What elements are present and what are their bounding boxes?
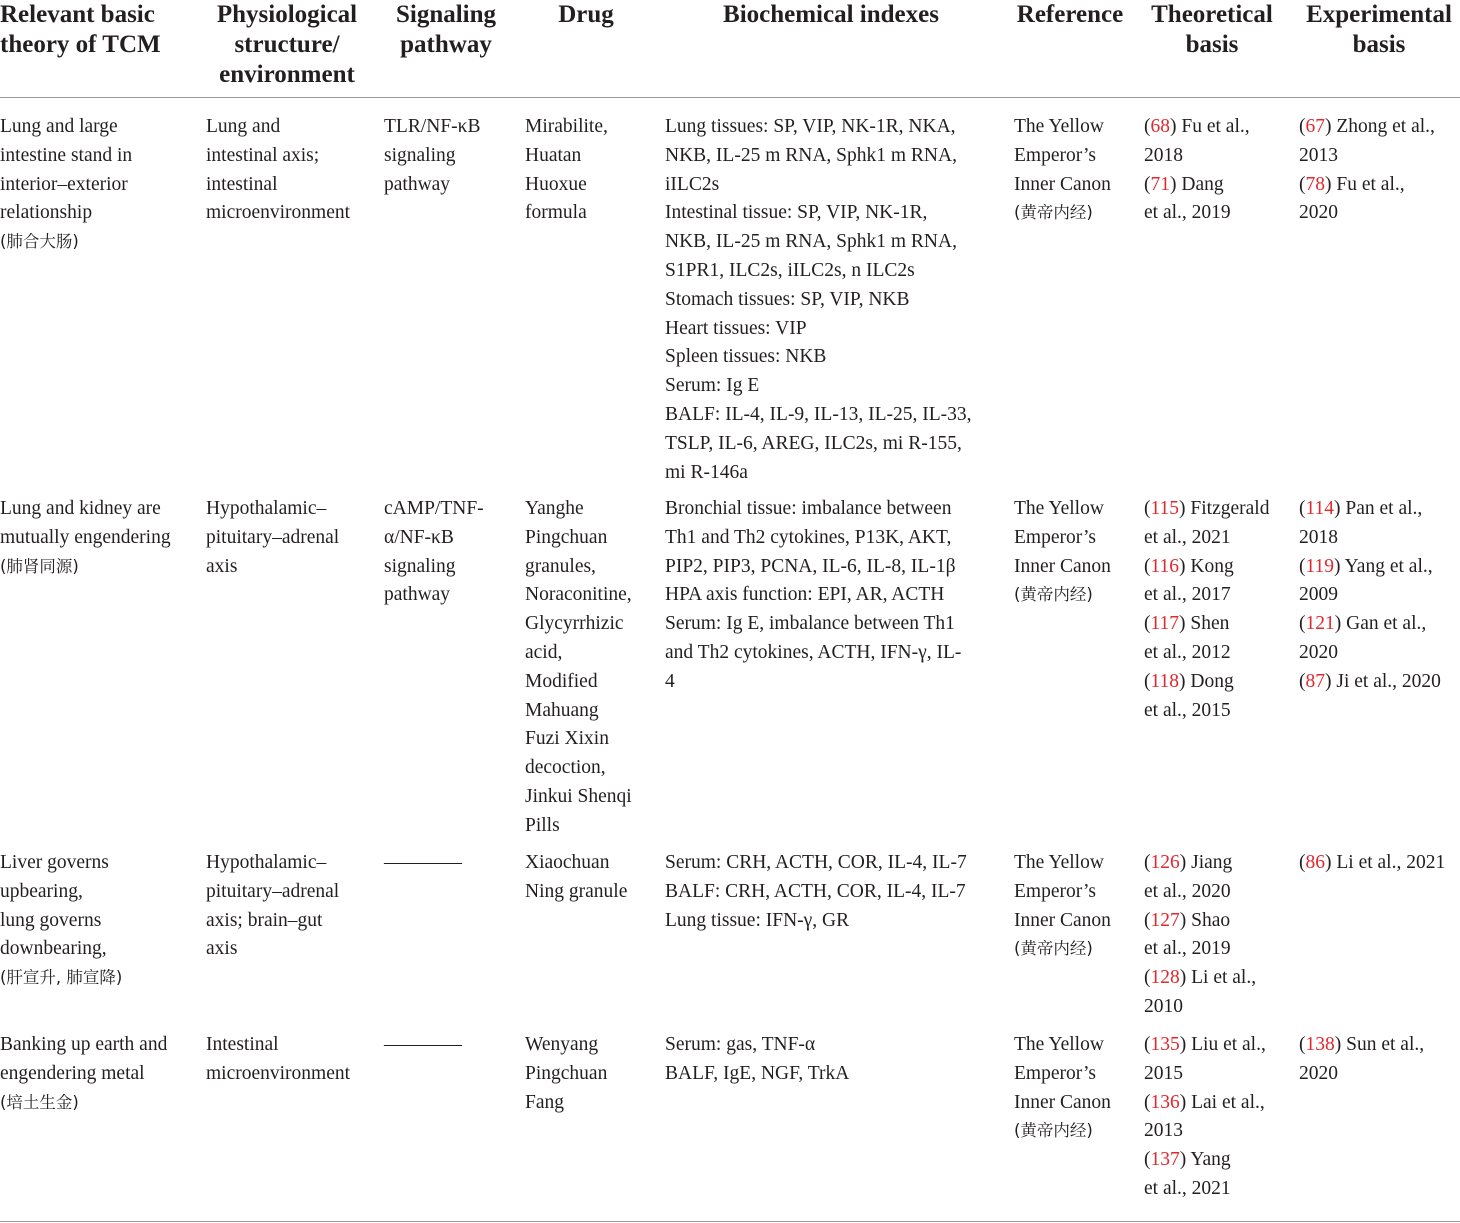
cell-line: pathway <box>384 584 451 606</box>
cell-experimental <box>1299 495 1441 697</box>
citation-number[interactable]: 87 <box>1305 670 1325 692</box>
cell-line: Th1 and Th2 cytokines, P13K, AKT, <box>665 526 952 548</box>
cell-line: BALF: IL-4, IL-9, IL-13, IL-25, IL-33, <box>665 403 972 425</box>
header-line: Experimental <box>1306 1 1452 28</box>
cell-drug <box>525 1031 607 1117</box>
cell-line: intestinal axis; <box>206 144 320 166</box>
cell-line: Pingchuan <box>525 526 608 548</box>
cell-indexes <box>665 849 967 935</box>
citation-line: (136) Lai et al., <box>1144 1091 1265 1113</box>
cell-experimental <box>1299 1031 1424 1089</box>
header-line: Reference <box>1016 1 1124 28</box>
citation-link[interactable] <box>1144 1089 1266 1147</box>
citation-number[interactable]: 78 <box>1305 173 1325 195</box>
cell-line: The Yellow <box>1014 116 1104 137</box>
citation-text: ) Sun et al., <box>1334 1034 1425 1055</box>
citation-text: ) Lai et al., <box>1179 1091 1265 1113</box>
citation-line: et al., 2019 <box>1144 202 1231 224</box>
citation-link[interactable] <box>1144 849 1256 907</box>
cell-line: PIP2, PIP3, PCNA, IL-6, IL-8, IL-1β <box>665 555 956 577</box>
cell-line: Yanghe <box>525 498 584 519</box>
citation-text: ) Yang <box>1179 1149 1231 1171</box>
citation-line: (121) Gan et al., <box>1299 613 1427 635</box>
citation-link[interactable] <box>1299 1031 1424 1089</box>
cell-line: TLR/NF-κB <box>384 116 481 137</box>
citation-line: et al., 2021 <box>1144 526 1231 548</box>
cell-line: Inner Canon <box>1014 173 1111 195</box>
cell-line: Intestinal <box>206 1034 279 1055</box>
cell-line: formula <box>525 202 587 224</box>
header-theoretical <box>1137 0 1287 60</box>
cell-line: Hypothalamic– <box>206 852 327 873</box>
cell-line: signaling <box>384 555 456 577</box>
cell-line: Glycyrrhizic <box>525 613 624 635</box>
citation-line: (115) Fitzgerald <box>1144 498 1270 519</box>
citation-number[interactable]: 67 <box>1305 116 1325 137</box>
cell-line: Huatan <box>525 144 582 166</box>
citation-number[interactable]: 137 <box>1150 1149 1180 1171</box>
cell-line: Inner Canon <box>1014 555 1111 577</box>
cell-pathway <box>384 495 484 610</box>
citation-number[interactable]: 127 <box>1150 909 1180 931</box>
cell-line: pathway <box>384 173 451 195</box>
header-line: Signaling <box>395 1 497 28</box>
chinese-term: (培土生金) <box>0 1092 79 1112</box>
citation-text: ) Shen <box>1179 613 1230 635</box>
header-line: basis <box>1185 31 1239 58</box>
header-rule <box>0 97 1460 98</box>
citation-line: 2015 <box>1144 1062 1183 1084</box>
citation-line: (87) Ji et al., 2020 <box>1299 670 1441 692</box>
cell-line: Inner Canon <box>1014 909 1111 931</box>
citation-link[interactable] <box>1144 610 1269 668</box>
citation-number[interactable]: 136 <box>1150 1091 1180 1113</box>
cell-line: BALF: CRH, ACTH, COR, IL-4, IL-7 <box>665 880 966 902</box>
citation-link[interactable] <box>1299 610 1441 668</box>
cell-indexes <box>665 1031 849 1089</box>
cell-line: Pingchuan <box>525 1062 608 1084</box>
cell-line: Liver governs <box>0 852 109 873</box>
cell-line: S1PR1, ILC2s, iILC2s, n ILC2s <box>665 259 915 281</box>
cell-line: Serum: CRH, ACTH, COR, IL-4, IL-7 <box>665 852 967 873</box>
citation-text: ) Kong <box>1179 555 1234 577</box>
citation-link[interactable] <box>1299 553 1441 611</box>
citation-line: 2009 <box>1299 584 1338 606</box>
citation-link[interactable] <box>1299 849 1445 878</box>
cell-line: microenvironment <box>206 202 351 224</box>
cell-line: Inner Canon <box>1014 1091 1111 1113</box>
cell-line: iILC2s <box>665 173 720 195</box>
citation-line: (86) Li et al., 2021 <box>1299 852 1446 873</box>
citation-text: ) Dong <box>1179 670 1234 692</box>
cell-line: axis <box>206 555 238 577</box>
citation-text: ) Shao <box>1179 909 1231 931</box>
header-line: Drug <box>558 1 614 28</box>
cell-line: Bronchial tissue: imbalance between <box>665 498 952 519</box>
citation-text: ) Liu et al., <box>1179 1034 1266 1055</box>
citation-link[interactable] <box>1144 113 1250 171</box>
cell-line: axis; brain–gut <box>206 909 323 931</box>
cell-reference <box>1014 849 1111 964</box>
citation-text: ) Pan et al., <box>1334 498 1423 519</box>
cell-theory <box>0 495 171 581</box>
citation-text: ) Ji et al., 2020 <box>1325 670 1441 692</box>
cell-structure <box>206 1031 350 1089</box>
cell-line: TSLP, IL-6, AREG, ILC2s, mi R-155, <box>665 432 962 454</box>
cell-line: Lung tissue: IFN-γ, GR <box>665 909 850 931</box>
cell-pathway <box>384 113 481 199</box>
citation-number[interactable]: 71 <box>1150 173 1170 195</box>
citation-line: et al., 2019 <box>1144 938 1231 960</box>
citation-line: 2020 <box>1299 641 1338 663</box>
cell-line: α/NF-κB <box>384 526 454 548</box>
citation-text: ) Li et al., 2021 <box>1325 852 1446 873</box>
cell-line: Hypothalamic– <box>206 498 327 519</box>
header-structure <box>202 0 372 90</box>
cell-line: ———— <box>384 1034 462 1055</box>
header-line: Relevant basic <box>0 1 155 28</box>
citation-text: ) Fitzgerald <box>1179 498 1270 519</box>
citation-text: ) Dang <box>1170 173 1224 195</box>
citation-line: 2018 <box>1299 526 1338 548</box>
citation-line: (67) Zhong et al., <box>1299 116 1435 137</box>
cell-pathway <box>384 849 462 878</box>
cell-line: Serum: gas, TNF-α <box>665 1034 816 1055</box>
citation-link[interactable] <box>1144 668 1269 726</box>
header-reference <box>1010 0 1130 30</box>
citation-line: et al., 2012 <box>1144 641 1231 663</box>
cell-line: Lung tissues: SP, VIP, NK-1R, NKA, <box>665 116 956 137</box>
cell-line: cAMP/TNF- <box>384 498 484 519</box>
cell-reference <box>1014 1031 1111 1146</box>
cell-line: Mahuang <box>525 699 599 721</box>
cell-line: Lung and large <box>0 116 118 137</box>
cell-structure <box>206 495 339 581</box>
cell-theory <box>0 113 132 257</box>
cell-structure <box>206 849 339 964</box>
cell-drug <box>525 113 608 228</box>
cell-line: Emperor’s <box>1014 144 1096 166</box>
citation-line: et al., 2017 <box>1144 584 1231 606</box>
header-experimental <box>1297 0 1460 60</box>
citation-number[interactable]: 118 <box>1150 670 1180 692</box>
cell-theoretical <box>1144 849 1256 1022</box>
citation-line: (128) Li et al., <box>1144 967 1257 989</box>
citation-line: (119) Yang et al., <box>1299 555 1433 577</box>
cell-line: Lung and <box>206 116 281 137</box>
cell-line: Mirabilite, <box>525 116 608 137</box>
cell-line: pituitary–adrenal <box>206 880 340 902</box>
citation-text: ) Yang et al., <box>1334 555 1433 577</box>
citation-line: et al., 2020 <box>1144 880 1231 902</box>
citation-text: ) Jiang <box>1179 852 1233 873</box>
citation-link[interactable] <box>1144 907 1256 965</box>
citation-link[interactable] <box>1144 495 1269 553</box>
header-indexes <box>671 0 991 30</box>
cell-line: The Yellow <box>1014 498 1104 519</box>
cell-theoretical <box>1144 113 1250 228</box>
cell-line: Heart tissues: VIP <box>665 317 807 339</box>
citation-text: ) Fu et al., <box>1170 116 1250 137</box>
cell-line: HPA axis function: EPI, AR, ACTH <box>665 584 945 606</box>
cell-line: Ning granule <box>525 880 628 902</box>
citation-number[interactable]: 68 <box>1150 116 1170 137</box>
cell-line: interior–exterior <box>0 173 128 195</box>
citation-text: ) Fu et al., <box>1325 173 1405 195</box>
citation-link[interactable] <box>1299 171 1435 229</box>
header-pathway <box>381 0 511 60</box>
cell-line: Pills <box>525 814 560 836</box>
chinese-term: (肝宣升, 肺宣降) <box>0 968 123 988</box>
header-line: Biochemical indexes <box>723 1 939 28</box>
cell-line: NKB, IL-25 m RNA, Sphk1 m RNA, <box>665 231 957 253</box>
cell-theory <box>0 849 122 993</box>
citation-number[interactable]: 114 <box>1305 498 1335 519</box>
citation-link[interactable] <box>1144 1146 1266 1204</box>
cell-line: Fang <box>525 1091 564 1113</box>
header-line: Physiological <box>216 1 358 28</box>
citation-number[interactable]: 135 <box>1150 1034 1180 1055</box>
citation-link[interactable] <box>1299 113 1435 171</box>
cell-line: Spleen tissues: NKB <box>665 346 827 368</box>
cell-line: pituitary–adrenal <box>206 526 340 548</box>
header-line: theory of TCM <box>0 31 161 58</box>
cell-line: mi R-146a <box>665 461 748 483</box>
citation-link[interactable] <box>1144 1031 1266 1089</box>
header-line: pathway <box>400 31 492 58</box>
cell-line: granules, <box>525 555 596 577</box>
citation-link[interactable] <box>1144 964 1256 1022</box>
cell-indexes <box>665 495 961 697</box>
citation-number[interactable]: 119 <box>1305 555 1335 577</box>
citation-line: (138) Sun et al., <box>1299 1034 1425 1055</box>
header-theory <box>0 0 161 60</box>
cell-line: The Yellow <box>1014 852 1104 873</box>
citation-text: ) Li et al., <box>1179 967 1257 989</box>
cell-line: 4 <box>665 670 675 692</box>
cell-line: Xiaochuan <box>525 852 610 873</box>
cell-line: Modified <box>525 670 598 692</box>
citation-line: (114) Pan et al., <box>1299 498 1423 519</box>
cell-line: Banking up earth and <box>0 1034 168 1055</box>
citation-line: 2018 <box>1144 144 1183 166</box>
cell-experimental <box>1299 113 1435 228</box>
citation-line: (78) Fu et al., <box>1299 173 1405 195</box>
cell-structure <box>206 113 350 228</box>
cell-pathway <box>384 1031 462 1060</box>
citation-link[interactable] <box>1299 668 1441 697</box>
cell-line: relationship <box>0 202 93 224</box>
cell-theoretical <box>1144 1031 1266 1204</box>
cell-line: Noraconitine, <box>525 584 632 606</box>
citation-number[interactable]: 121 <box>1305 613 1335 635</box>
cell-line: engendering metal <box>0 1062 145 1084</box>
citation-line: (117) Shen <box>1144 613 1230 635</box>
cell-line: decoction, <box>525 757 606 779</box>
cell-line: Serum: Ig E, imbalance between Th1 <box>665 613 955 635</box>
cell-theoretical <box>1144 495 1269 725</box>
cell-line: Wenyang <box>525 1034 599 1055</box>
citation-number[interactable]: 138 <box>1305 1034 1335 1055</box>
cell-line: axis <box>206 938 238 960</box>
citation-link[interactable] <box>1144 171 1250 229</box>
citation-number[interactable]: 126 <box>1150 852 1180 873</box>
cell-line: upbearing, <box>0 880 83 902</box>
cell-line: Fuzi Xixin <box>525 728 609 750</box>
cell-line: intestinal <box>206 173 278 195</box>
cell-line: BALF, IgE, NGF, TrkA <box>665 1062 850 1084</box>
cell-line: NKB, IL-25 m RNA, Sphk1 m RNA, <box>665 144 957 166</box>
header-line: structure/ <box>234 31 340 58</box>
citation-line: 2020 <box>1299 1062 1338 1084</box>
chinese-term: (黄帝内经) <box>1014 939 1093 959</box>
header-line: basis <box>1352 31 1406 58</box>
header-line: environment <box>219 61 355 88</box>
cell-reference <box>1014 495 1111 610</box>
citation-line: (135) Liu et al., <box>1144 1034 1266 1055</box>
citation-line: 2010 <box>1144 995 1183 1017</box>
cell-line: Emperor’s <box>1014 526 1096 548</box>
chinese-term: (肺合大肠) <box>0 232 79 252</box>
citation-number[interactable]: 117 <box>1150 613 1180 635</box>
bottom-rule <box>0 1221 1460 1222</box>
cell-line: acid, <box>525 641 563 663</box>
cell-line: downbearing, <box>0 938 107 960</box>
cell-line: Emperor’s <box>1014 880 1096 902</box>
citation-number[interactable]: 86 <box>1305 852 1325 873</box>
cell-line: Serum: Ig E <box>665 375 760 397</box>
cell-line: Lung and kidney are <box>0 498 161 519</box>
chinese-term: (肺肾同源) <box>0 556 79 576</box>
cell-theory <box>0 1031 167 1117</box>
cell-reference <box>1014 113 1111 228</box>
cell-line: Stomach tissues: SP, VIP, NKB <box>665 288 910 310</box>
cell-line: signaling <box>384 144 456 166</box>
citation-text: ) Gan et al., <box>1334 613 1427 635</box>
citation-text: ) Zhong et al., <box>1325 116 1435 137</box>
citation-line: (118) Dong <box>1144 670 1234 692</box>
cell-line: lung governs <box>0 909 102 931</box>
citation-line: (68) Fu et al., <box>1144 116 1250 137</box>
cell-line: microenvironment <box>206 1062 351 1084</box>
citation-line: (137) Yang <box>1144 1149 1231 1171</box>
cell-line: Intestinal tissue: SP, VIP, NK-1R, <box>665 202 928 224</box>
citation-line: 2013 <box>1299 144 1338 166</box>
cell-drug <box>525 495 632 841</box>
citation-line: 2020 <box>1299 202 1338 224</box>
citation-line: (71) Dang <box>1144 173 1224 195</box>
cell-line: Jinkui Shenqi <box>525 785 632 807</box>
citation-line: 2013 <box>1144 1120 1183 1142</box>
cell-line: Huoxue <box>525 173 587 195</box>
citation-line: (126) Jiang <box>1144 852 1233 873</box>
cell-drug <box>525 849 627 907</box>
cell-experimental <box>1299 849 1445 878</box>
cell-line: intestine stand in <box>0 144 133 166</box>
citation-line: et al., 2015 <box>1144 699 1231 721</box>
cell-line: Emperor’s <box>1014 1062 1096 1084</box>
citation-link[interactable] <box>1299 495 1441 553</box>
citation-number[interactable]: 115 <box>1150 498 1180 519</box>
citation-number[interactable]: 116 <box>1150 555 1180 577</box>
chinese-term: (黄帝内经) <box>1014 203 1093 223</box>
cell-line: and Th2 cytokines, ACTH, IFN-γ, IL- <box>665 641 962 663</box>
cell-indexes <box>665 113 972 487</box>
chinese-term: (黄帝内经) <box>1014 1121 1093 1141</box>
citation-line: et al., 2021 <box>1144 1177 1231 1199</box>
citation-number[interactable]: 128 <box>1150 967 1180 989</box>
header-line: Theoretical <box>1151 1 1273 28</box>
header-drug <box>531 0 641 30</box>
cell-line: The Yellow <box>1014 1034 1104 1055</box>
cell-line: ———— <box>384 852 462 873</box>
chinese-term: (黄帝内经) <box>1014 585 1093 605</box>
citation-link[interactable] <box>1144 553 1269 611</box>
citation-line: (116) Kong <box>1144 555 1234 577</box>
cell-line: mutually engendering <box>0 526 171 548</box>
citation-line: (127) Shao <box>1144 909 1231 931</box>
